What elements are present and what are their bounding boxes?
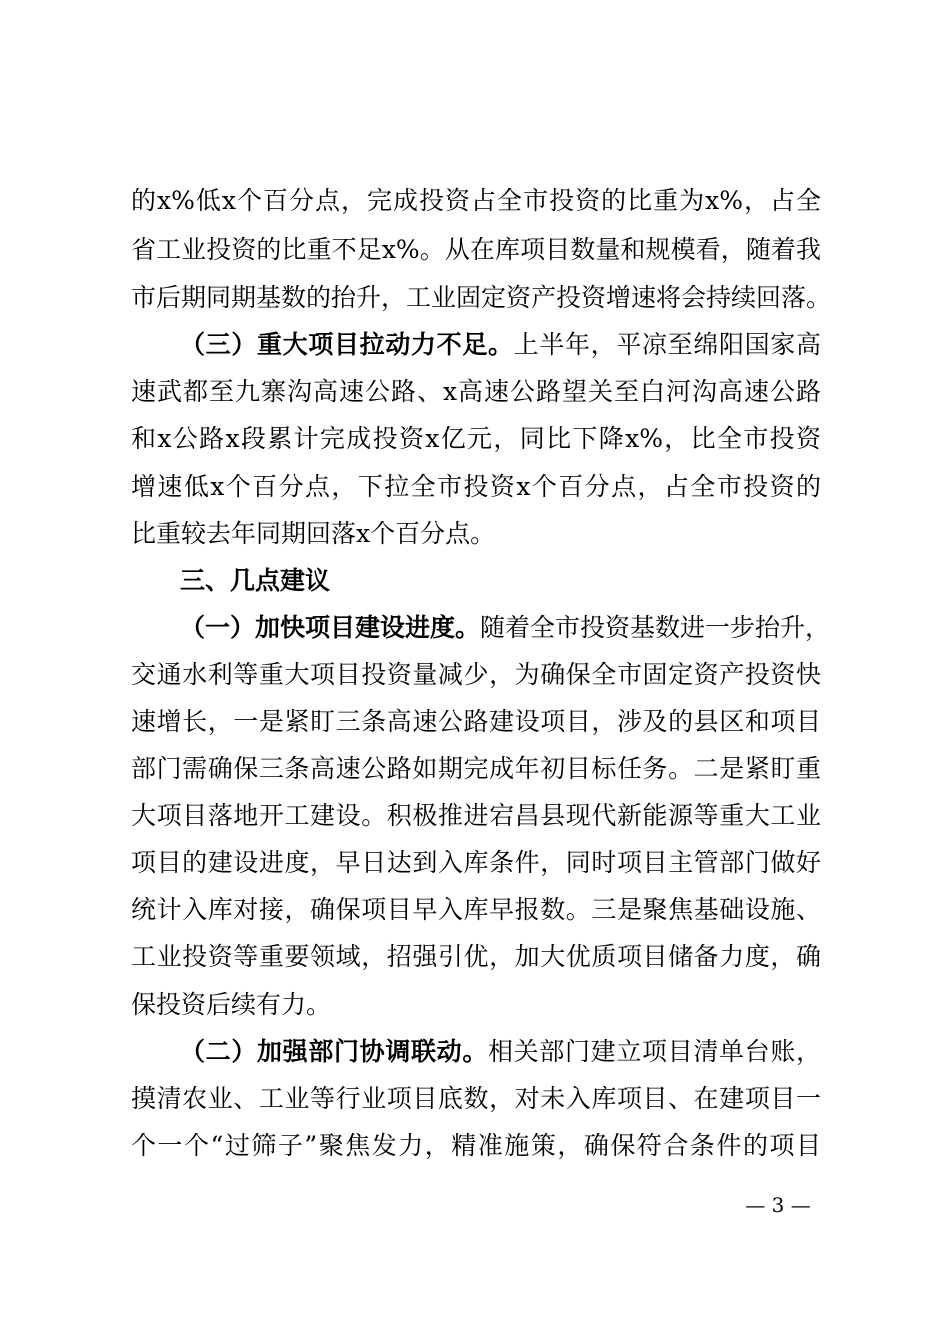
paragraph-line: 速增长，一是紧盯三条高速公路建设项目，涉及的县区和项目 — [131, 707, 821, 736]
paragraph-line: 个一个“过筛子”聚焦发力，精准施策，确保符合条件的项目 — [131, 1131, 821, 1160]
paragraph-line: 大项目落地开工建设。积极推进宕昌县现代新能源等重大工业 — [131, 801, 821, 830]
paragraph-line: 和x公路x段累计完成投资x亿元，同比下降x%，比全市投资 — [131, 424, 821, 453]
paragraph-first-line — [180, 1037, 821, 1067]
paragraph-line: 摸清农业、工业等行业项目底数，对未入库项目、在建项目一 — [131, 1084, 821, 1113]
paragraph-first-line — [180, 613, 831, 643]
paragraph-line: 省工业投资的比重不足x%。从在库项目数量和规模看，随着我 — [131, 235, 821, 264]
page-number: — 3 — — [745, 1193, 811, 1217]
paragraph-line: 部门需确保三条高速公路如期完成年初目标任务。二是紧盯重 — [131, 754, 821, 783]
section-heading: 三、几点建议 — [180, 566, 331, 595]
subsection-heading: （一）加快项目建设进度。 — [180, 613, 481, 642]
paragraph-line: 比重较去年同期回落x个百分点。 — [131, 519, 496, 548]
paragraph-line: 增速低x个百分点，下拉全市投资x个百分点，占全市投资的 — [131, 472, 821, 501]
subsection-heading: （三）重大项目拉动力不足。 — [180, 330, 514, 359]
subsection-heading: （二）加强部门协调联动。 — [180, 1037, 488, 1066]
paragraph-text: 上半年，平凉至绵阳国家高 — [513, 330, 821, 359]
paragraph-first-line — [180, 330, 821, 360]
paragraph-line: 速武都至九寨沟高速公路、x高速公路望关至白河沟高速公路 — [131, 377, 821, 406]
paragraph-line: 工业投资等重要领域，招强引优，加大优质项目储备力度，确 — [131, 942, 821, 971]
paragraph-line: 市后期同期基数的抬升，工业固定资产投资增速将会持续回落。 — [131, 283, 832, 312]
paragraph-text: 相关部门建立项目清单台账， — [488, 1037, 821, 1066]
paragraph-text: 随着全市投资基数进一步抬升， — [480, 613, 831, 642]
paragraph-line: 保投资后续有力。 — [131, 990, 332, 1019]
paragraph-line: 交通水利等重大项目投资量减少，为确保全市固定资产投资快 — [131, 660, 821, 689]
paragraph-line: 的x%低x个百分点，完成投资占全市投资的比重为x%，占全 — [131, 186, 821, 215]
paragraph-line: 统计入库对接，确保项目早入库早报数。三是聚焦基础设施、 — [131, 895, 821, 924]
paragraph-line: 项目的建设进度，早日达到入库条件，同时项目主管部门做好 — [131, 848, 821, 877]
